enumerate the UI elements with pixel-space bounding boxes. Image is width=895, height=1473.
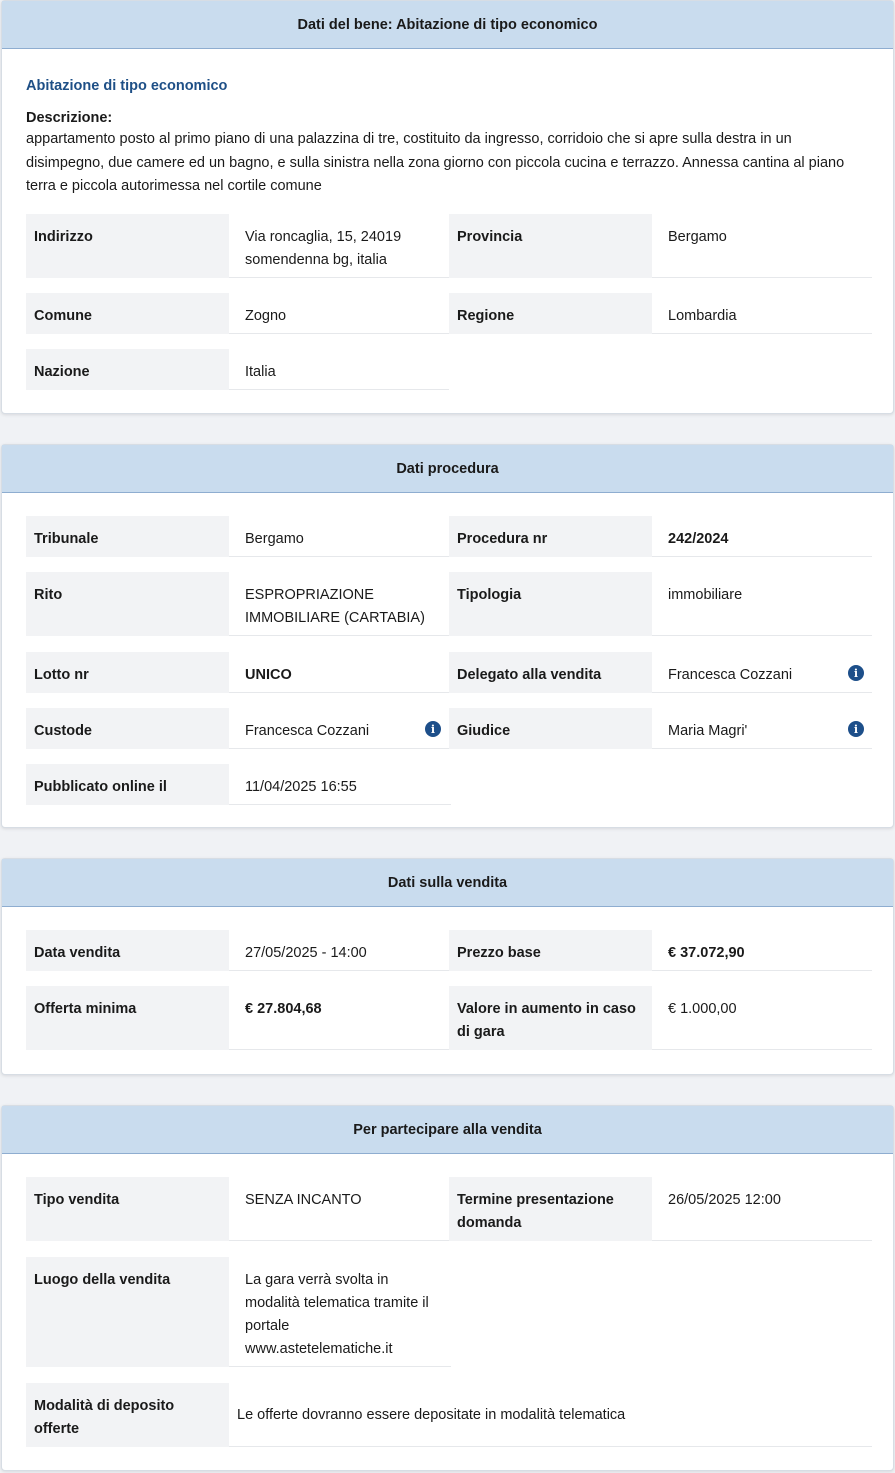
panel-header-partecipare: Per partecipare alla vendita	[2, 1106, 893, 1154]
indirizzo-label: Indirizzo	[26, 214, 229, 278]
panel-header-dati-vendita: Dati sulla vendita	[2, 859, 893, 907]
termine-value: 26/05/2025 12:00	[652, 1177, 872, 1241]
description-text: appartamento posto al primo piano di una palazzina di tre, costituito da ingresso, corridoio che si apre sulla destra in un disimpegno, due camere ed un bagno, e sulla sinistra nella zona giorno con piccola cucina e terrazzo. Annessa cantina al piano terra e piccola autorimessa nel cortile comune	[26, 131, 845, 194]
modalita-label: Modalità di deposito offerte	[26, 1383, 229, 1447]
data-vendita-label: Data vendita	[26, 930, 229, 971]
tipo-vendita-value: SENZA INCANTO	[229, 1177, 449, 1241]
luogo-value: La gara verrà svolta in modalità telematica tramite il portale www.astetelematiche.it	[229, 1257, 451, 1367]
giudice-value: Maria Magri'	[652, 708, 872, 749]
procedura-nr-label: Procedura nr	[449, 516, 652, 557]
lotto-value: UNICO	[229, 652, 449, 693]
luogo-label: Luogo della vendita	[26, 1257, 229, 1367]
data-vendita-value: 27/05/2025 - 14:00	[229, 930, 449, 971]
custode-label: Custode	[26, 708, 229, 749]
nazione-label: Nazione	[26, 349, 229, 390]
prezzo-base-label: Prezzo base	[449, 930, 652, 971]
regione-value: Lombardia	[652, 293, 872, 334]
pubblicato-value: 11/04/2025 16:55	[229, 764, 451, 805]
tribunale-value: Bergamo	[229, 516, 449, 557]
nazione-value: Italia	[229, 349, 449, 390]
pubblicato-label: Pubblicato online il	[26, 764, 229, 805]
panel-dati-bene	[1, 0, 894, 414]
indirizzo-value: Via roncaglia, 15, 24019 somendenna bg, italia	[229, 214, 449, 278]
comune-label: Comune	[26, 293, 229, 334]
panel-header-dati-bene: Dati del bene: Abitazione di tipo economico	[2, 1, 893, 49]
comune-value: Zogno	[229, 293, 449, 334]
rito-label: Rito	[26, 572, 229, 636]
description-label: Descrizione:	[26, 110, 113, 126]
property-type-title: Abitazione di tipo economico	[26, 78, 228, 94]
provincia-value: Bergamo	[652, 214, 872, 278]
procedura-nr-value: 242/2024	[652, 516, 872, 557]
rito-value: ESPROPRIAZIONE IMMOBILIARE (CARTABIA)	[229, 572, 449, 636]
delegato-value: Francesca Cozzani	[652, 652, 872, 693]
giudice-info-icon[interactable]: i	[848, 721, 864, 737]
tipologia-value: immobiliare	[652, 572, 872, 636]
prezzo-base-value: € 37.072,90	[652, 930, 872, 971]
tipologia-label: Tipologia	[449, 572, 652, 636]
tribunale-label: Tribunale	[26, 516, 229, 557]
tipo-vendita-label: Tipo vendita	[26, 1177, 229, 1241]
termine-label: Termine presentazione domanda	[449, 1177, 652, 1241]
custode-value: Francesca Cozzani	[229, 708, 449, 749]
provincia-label: Provincia	[449, 214, 652, 278]
valore-aumento-label: Valore in aumento in caso di gara	[449, 986, 652, 1050]
panel-partecipare	[1, 1105, 894, 1471]
valore-aumento-value: € 1.000,00	[652, 986, 872, 1050]
lotto-label: Lotto nr	[26, 652, 229, 693]
regione-label: Regione	[449, 293, 652, 334]
delegato-label: Delegato alla vendita	[449, 652, 652, 693]
modalita-value: Le offerte dovranno essere depositate in modalità telematica	[229, 1383, 872, 1447]
giudice-label: Giudice	[449, 708, 652, 749]
offerta-minima-label: Offerta minima	[26, 986, 229, 1050]
delegato-info-icon[interactable]: i	[848, 665, 864, 681]
panel-dati-vendita	[1, 858, 894, 1075]
offerta-minima-value: € 27.804,68	[229, 986, 449, 1050]
custode-info-icon[interactable]: i	[425, 721, 441, 737]
panel-body	[2, 76, 893, 199]
panel-dati-procedura	[1, 444, 894, 828]
panel-header-dati-procedura: Dati procedura	[2, 445, 893, 493]
